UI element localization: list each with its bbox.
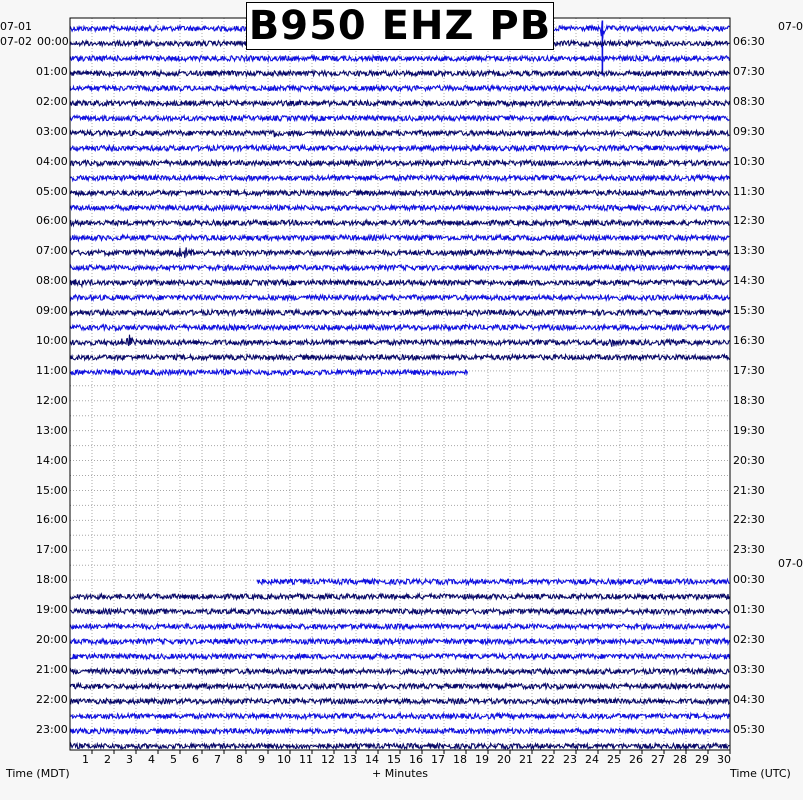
x-tick-label: 12 <box>321 753 335 766</box>
x-tick-label: 2 <box>104 753 111 766</box>
x-tick-label: 8 <box>236 753 243 766</box>
left-hour-label: 13:00 <box>36 423 68 437</box>
x-tick-label: 6 <box>192 753 199 766</box>
right-hour-label: 20:30 <box>733 453 765 467</box>
x-tick-label: 11 <box>299 753 313 766</box>
left-hour-label: 16:00 <box>36 513 68 527</box>
right-hour-label: 02:30 <box>733 633 765 646</box>
x-tick-label: 26 <box>629 753 643 766</box>
left-hour-label: 22:00 <box>36 692 68 706</box>
right-hour-label: 22:30 <box>733 513 765 527</box>
right-hour-label: 17:30 <box>733 363 765 377</box>
right-hour-label: 13:30 <box>733 244 765 258</box>
right-hour-label: 05:30 <box>733 722 765 736</box>
chart-title: B950 EHZ PB <box>248 3 552 49</box>
left-hour-label: 08:00 <box>36 274 68 288</box>
left-hour-label: 01:00 <box>36 64 68 78</box>
right-hour-label: 23:30 <box>733 543 765 557</box>
x-tick-label: 19 <box>475 753 489 766</box>
right-date-mid: 07-0 <box>778 557 803 570</box>
right-hour-label: 12:30 <box>733 214 765 228</box>
left-hour-label: 09:00 <box>36 304 68 318</box>
x-tick-label: 16 <box>409 753 423 766</box>
chart-title-box <box>246 2 554 50</box>
x-tick-label: 22 <box>541 753 555 766</box>
left-hour-label: 18:00 <box>36 573 68 587</box>
left-hour-label: 23:00 <box>36 722 68 736</box>
x-tick-label: 29 <box>695 753 709 766</box>
x-tick-label: 13 <box>343 753 357 766</box>
right-hour-label: 06:30 <box>733 35 765 48</box>
right-hour-label: 09:30 <box>733 124 765 138</box>
left-hour-label: 02:00 <box>36 94 68 108</box>
right-hour-label: 15:30 <box>733 304 765 318</box>
x-tick-label: 1 <box>82 753 89 766</box>
x-axis-label-left: Time (MDT) <box>6 767 70 780</box>
left-hour-label: 07:00 <box>36 244 68 258</box>
x-tick-label: 30 <box>717 753 731 766</box>
x-tick-label: 17 <box>431 753 445 766</box>
left-hour-label: 03:00 <box>36 124 68 138</box>
x-tick-label: 15 <box>387 753 401 766</box>
x-axis-label-right: Time (UTC) <box>730 767 791 780</box>
left-hour-label: 21:00 <box>36 662 68 676</box>
x-tick-label: 3 <box>126 753 133 766</box>
left-hour-label: 10:00 <box>36 334 68 347</box>
right-hour-label: 04:30 <box>733 692 765 706</box>
x-tick-label: 23 <box>563 753 577 766</box>
x-tick-label: 21 <box>519 753 533 766</box>
left-hour-label: 06:00 <box>36 214 68 228</box>
left-hour-label: 17:00 <box>36 543 68 557</box>
right-hour-label: 01:30 <box>733 603 765 617</box>
x-tick-label: 10 <box>277 753 291 766</box>
left-hour-label: 15:00 <box>36 483 68 497</box>
x-tick-label: 9 <box>258 753 265 766</box>
x-tick-label: 14 <box>365 753 379 766</box>
right-hour-label: 10:30 <box>733 154 765 168</box>
right-hour-label: 18:30 <box>733 393 765 407</box>
x-tick-label: 20 <box>497 753 511 766</box>
right-hour-label: 21:30 <box>733 483 765 497</box>
left-hour-label: 04:00 <box>36 154 68 168</box>
left-hour-label: 00:00 <box>37 35 69 48</box>
left-hour-label: 11:00 <box>36 363 68 377</box>
x-tick-label: 25 <box>607 753 621 766</box>
left-date-second: 07-02 <box>0 35 32 48</box>
left-hour-label: 12:00 <box>36 393 68 407</box>
x-tick-label: 7 <box>214 753 221 766</box>
right-hour-label: 03:30 <box>733 662 765 676</box>
x-tick-label: 28 <box>673 753 687 766</box>
x-tick-label: 4 <box>148 753 155 766</box>
x-tick-label: 5 <box>170 753 177 766</box>
right-hour-label: 16:30 <box>733 334 765 347</box>
left-hour-label: 19:00 <box>36 603 68 617</box>
right-date-top: 07-0 <box>778 20 803 33</box>
x-tick-label: 18 <box>453 753 467 766</box>
right-hour-label: 08:30 <box>733 94 765 108</box>
right-hour-label: 00:30 <box>733 573 765 587</box>
right-hour-label: 14:30 <box>733 274 765 288</box>
left-hour-label: 05:00 <box>36 184 68 198</box>
left-date-top: 07-01 <box>0 20 32 33</box>
left-hour-label: 20:00 <box>36 633 68 646</box>
x-tick-label: 24 <box>585 753 599 766</box>
x-tick-label: 27 <box>651 753 665 766</box>
right-hour-label: 19:30 <box>733 423 765 437</box>
left-hour-label: 14:00 <box>36 453 68 467</box>
right-hour-label: 11:30 <box>733 184 765 198</box>
right-hour-label: 07:30 <box>733 64 765 78</box>
x-axis-label-center: + Minutes <box>372 767 429 780</box>
